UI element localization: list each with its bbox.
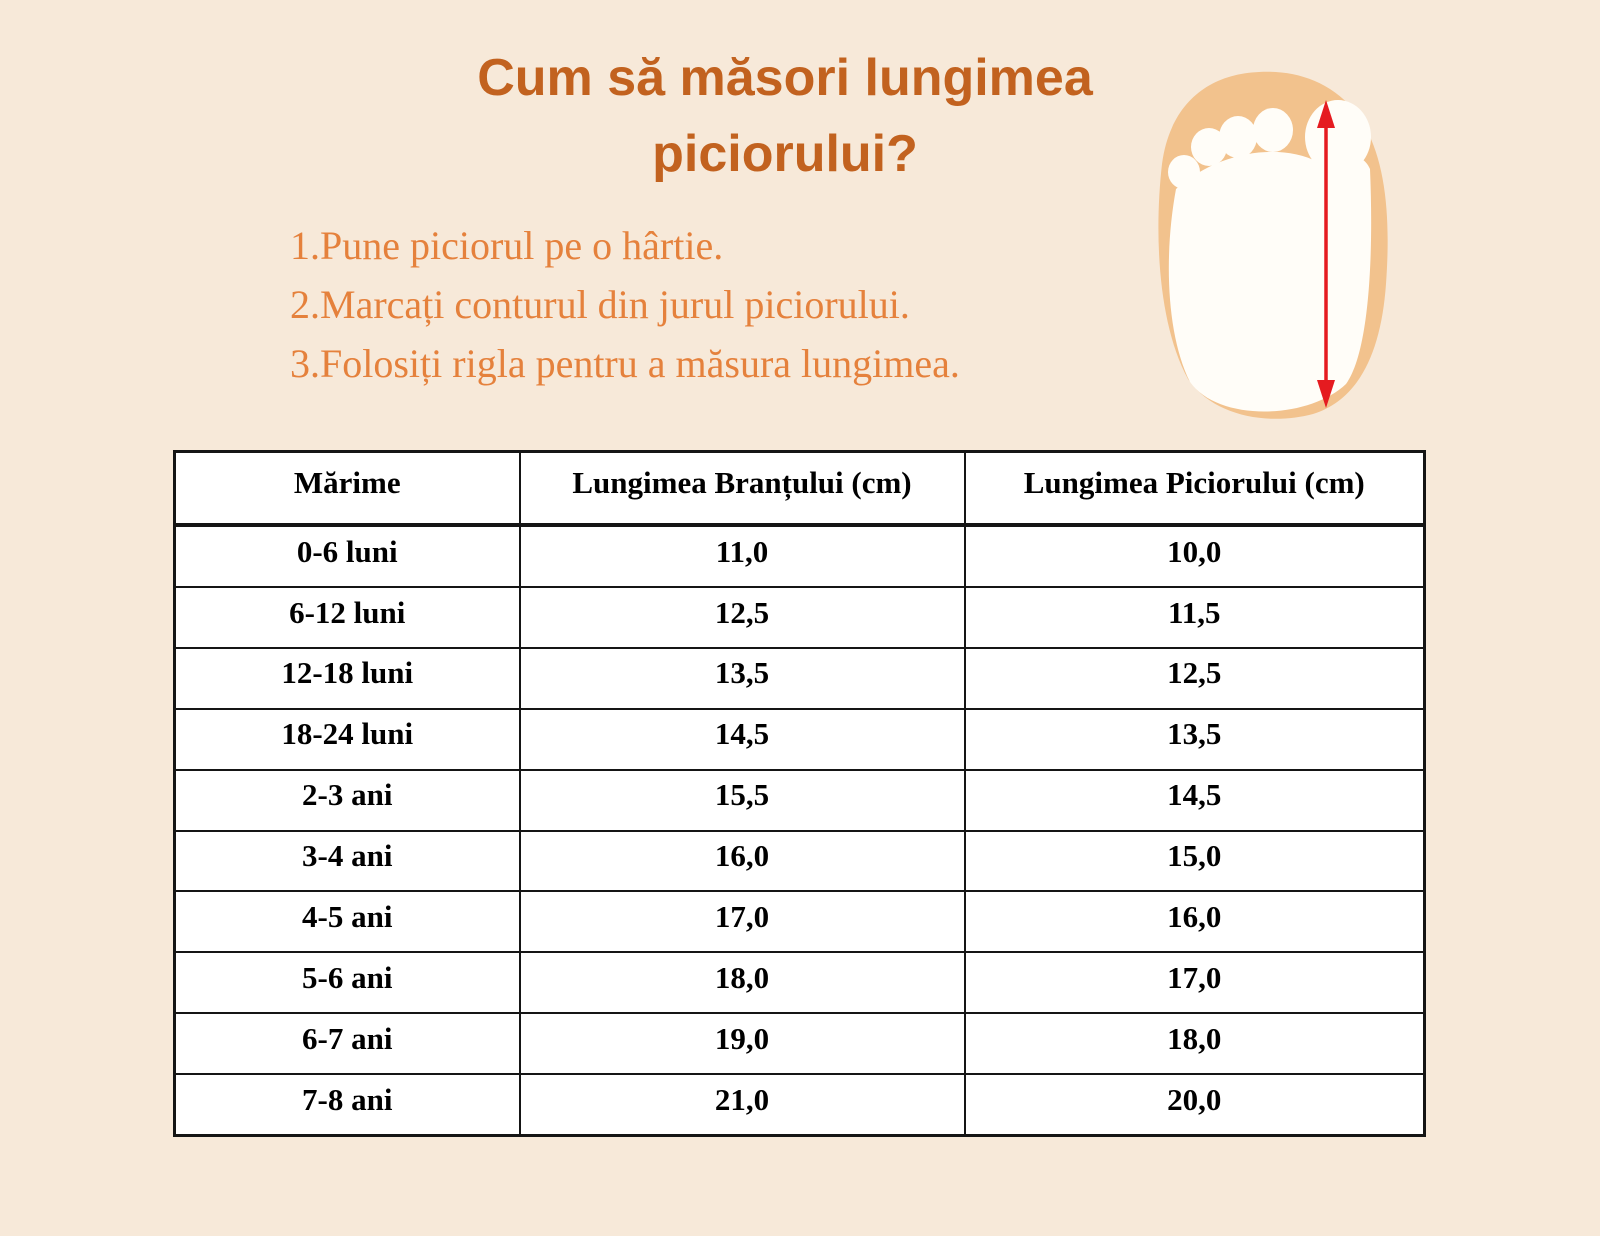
foot-length-cell: 15,0 xyxy=(965,831,1425,892)
size-cell: 2-3 ani xyxy=(175,770,520,831)
insole-length-cell: 13,5 xyxy=(520,648,965,709)
insole-length-cell: 18,0 xyxy=(520,952,965,1013)
table-row xyxy=(175,1074,1425,1136)
foot-length-cell: 14,5 xyxy=(965,770,1425,831)
foot-measure-illustration xyxy=(1118,64,1400,424)
step-1: 1.Pune piciorul pe o hârtie. xyxy=(290,223,724,268)
size-cell: 18-24 luni xyxy=(175,709,520,770)
size-cell: 6-7 ani xyxy=(175,1013,520,1074)
foot-length-cell: 18,0 xyxy=(965,1013,1425,1074)
page-title-line1: Cum să măsori lungimea xyxy=(477,49,1093,107)
column-header-size: Mărime xyxy=(175,452,520,526)
table-row xyxy=(175,525,1425,587)
toe-4 xyxy=(1191,128,1227,166)
step-3: 3.Folosiți rigla pentru a măsura lungimea. xyxy=(290,341,960,386)
insole-length-cell: 11,0 xyxy=(520,525,965,587)
foot-length-cell: 10,0 xyxy=(965,525,1425,587)
size-cell: 7-8 ani xyxy=(175,1074,520,1136)
foot-length-cell: 12,5 xyxy=(965,648,1425,709)
size-cell: 12-18 luni xyxy=(175,648,520,709)
foot-length-cell: 13,5 xyxy=(965,709,1425,770)
size-cell: 4-5 ani xyxy=(175,891,520,952)
table-row xyxy=(175,1013,1425,1074)
insole-length-cell: 15,5 xyxy=(520,770,965,831)
foot-length-cell: 17,0 xyxy=(965,952,1425,1013)
big-toe xyxy=(1305,100,1371,174)
column-header-foot-length: Lungimea Piciorului (cm) xyxy=(965,452,1425,526)
insole-length-cell: 12,5 xyxy=(520,587,965,648)
table-row xyxy=(175,952,1425,1013)
measuring-steps xyxy=(290,216,1190,393)
table-row xyxy=(175,587,1425,648)
table-row xyxy=(175,770,1425,831)
size-cell: 0-6 luni xyxy=(175,525,520,587)
insole-length-cell: 14,5 xyxy=(520,709,965,770)
insole-length-cell: 17,0 xyxy=(520,891,965,952)
table-row xyxy=(175,709,1425,770)
size-table xyxy=(173,450,1426,1137)
size-cell: 6-12 luni xyxy=(175,587,520,648)
foot-length-cell: 11,5 xyxy=(965,587,1425,648)
toe-5 xyxy=(1168,155,1200,189)
size-cell: 5-6 ani xyxy=(175,952,520,1013)
insole-length-cell: 21,0 xyxy=(520,1074,965,1136)
foot-length-cell: 16,0 xyxy=(965,891,1425,952)
foot-length-cell: 20,0 xyxy=(965,1074,1425,1136)
page-title-line2: piciorului? xyxy=(652,125,918,183)
foot-sole xyxy=(1169,152,1371,412)
insole-length-cell: 16,0 xyxy=(520,831,965,892)
step-2: 2.Marcați conturul din jurul piciorului. xyxy=(290,282,910,327)
table-row xyxy=(175,831,1425,892)
table-row xyxy=(175,648,1425,709)
table-row xyxy=(175,891,1425,952)
insole-length-cell: 19,0 xyxy=(520,1013,965,1074)
size-cell: 3-4 ani xyxy=(175,831,520,892)
column-header-insole-length: Lungimea Branțului (cm) xyxy=(520,452,965,526)
toe-2 xyxy=(1253,108,1293,152)
size-table-header-row xyxy=(175,452,1425,526)
